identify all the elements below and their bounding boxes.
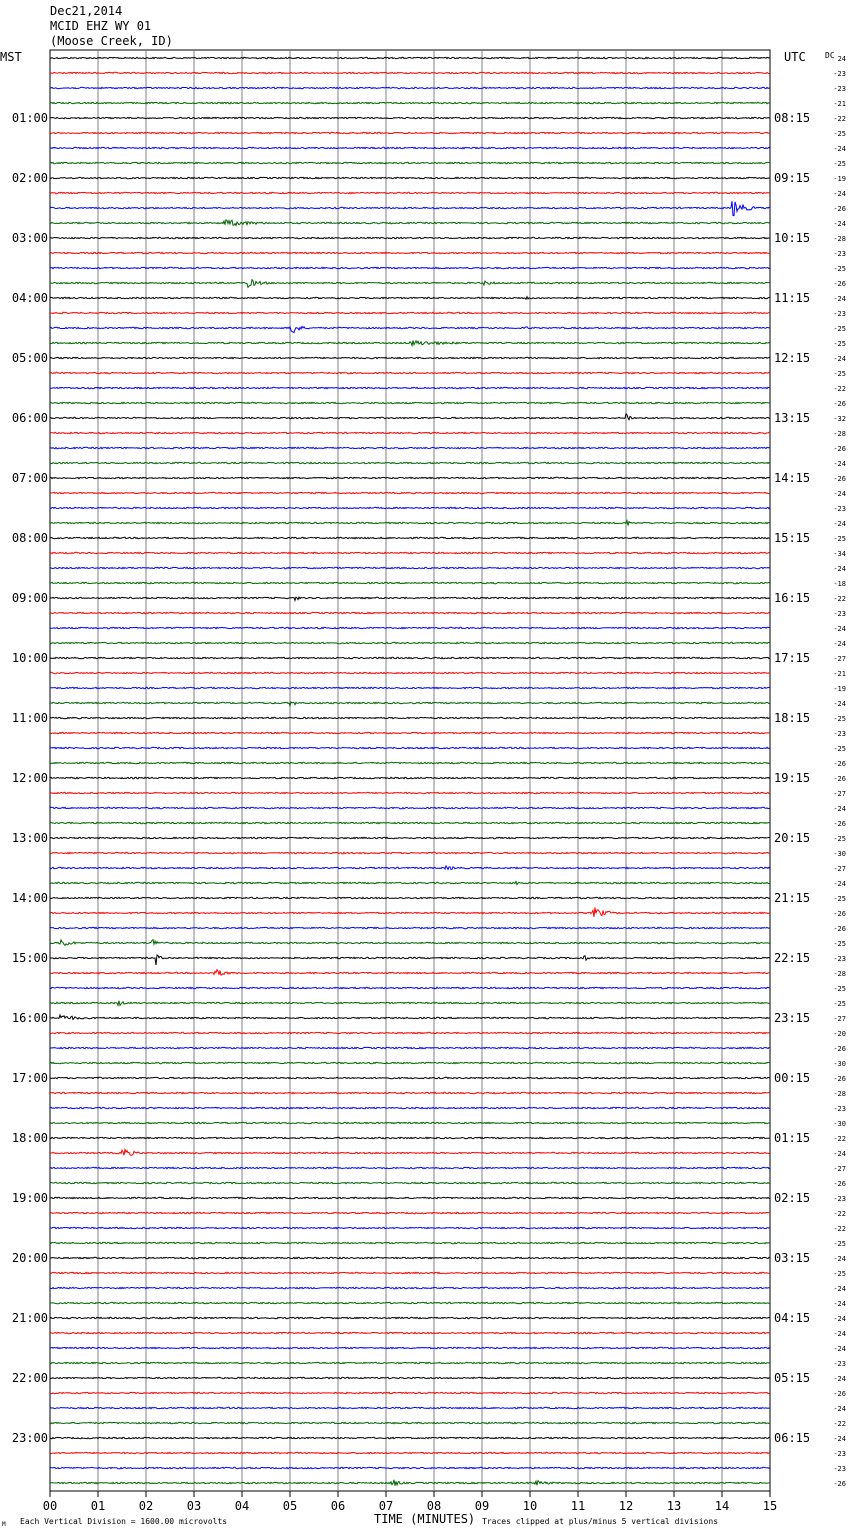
dc-offset-label: -25 bbox=[833, 895, 846, 903]
x-axis-label: TIME (MINUTES) bbox=[374, 1512, 476, 1526]
x-tick-label: 11 bbox=[570, 1499, 586, 1513]
mst-hour-label: 18:00 bbox=[11, 1131, 48, 1145]
dc-offset-label: -26 bbox=[833, 445, 846, 453]
utc-hour-label: 18:15 bbox=[774, 711, 811, 725]
x-tick-label: 06 bbox=[330, 1499, 346, 1513]
dc-offset-label: -24 bbox=[833, 1405, 846, 1413]
dc-offset-label: -26 bbox=[833, 400, 846, 408]
dc-offset-label: -22 bbox=[833, 595, 846, 603]
header-location: (Moose Creek, ID) bbox=[50, 34, 173, 48]
dc-offset-label: -26 bbox=[833, 1180, 846, 1188]
dc-offset-label: -28 bbox=[833, 1090, 846, 1098]
dc-offset-label: -24 bbox=[833, 190, 846, 198]
mst-hour-label: 10:00 bbox=[11, 651, 48, 665]
mst-hour-label: 14:00 bbox=[11, 891, 48, 905]
dc-offset-label: -24 bbox=[833, 1330, 846, 1338]
dc-offset-label: -27 bbox=[833, 1015, 846, 1023]
utc-hour-label: 16:15 bbox=[774, 591, 811, 605]
dc-offset-label: -25 bbox=[833, 985, 846, 993]
x-tick-label: 07 bbox=[378, 1499, 394, 1513]
utc-hour-label: 04:15 bbox=[774, 1311, 811, 1325]
dc-offset-label: -24 bbox=[833, 1435, 846, 1443]
dc-offset-label: -23 bbox=[833, 1195, 846, 1203]
dc-offset-label: -25 bbox=[833, 160, 846, 168]
dc-offset-label: -21 bbox=[833, 670, 846, 678]
dc-offset-label: -24 bbox=[833, 295, 846, 303]
x-tick-label: 00 bbox=[42, 1499, 58, 1513]
dc-offset-label: -23 bbox=[833, 1105, 846, 1113]
x-tick-label: 13 bbox=[666, 1499, 682, 1513]
footer-mark: M bbox=[2, 1521, 6, 1528]
x-tick-label: 01 bbox=[90, 1499, 106, 1513]
utc-hour-label: 08:15 bbox=[774, 111, 811, 125]
dc-offset-label: -25 bbox=[833, 265, 846, 273]
utc-hour-label: 23:15 bbox=[774, 1011, 811, 1025]
dc-offset-label: -27 bbox=[833, 790, 846, 798]
dc-offset-label: -23 bbox=[833, 610, 846, 618]
dc-offset-label: -26 bbox=[833, 925, 846, 933]
dc-offset-label: -22 bbox=[833, 1420, 846, 1428]
dc-offset-label: -26 bbox=[833, 910, 846, 918]
dc-offset-label: -24 bbox=[833, 460, 846, 468]
x-tick-label: 14 bbox=[714, 1499, 730, 1513]
mst-hour-label: 07:00 bbox=[11, 471, 48, 485]
dc-offset-label: -24 bbox=[833, 1255, 846, 1263]
dc-offset-label: -23 bbox=[833, 505, 846, 513]
dc-offset-label: -30 bbox=[833, 850, 846, 858]
mst-hour-label: 21:00 bbox=[11, 1311, 48, 1325]
dc-offset-label: -25 bbox=[833, 535, 846, 543]
dc-offset-label: -25 bbox=[833, 940, 846, 948]
utc-hour-label: 19:15 bbox=[774, 771, 811, 785]
dc-label: DC bbox=[825, 51, 835, 60]
dc-offset-label: -26 bbox=[833, 1045, 846, 1053]
dc-offset-label: -23 bbox=[833, 310, 846, 318]
x-tick-label: 15 bbox=[762, 1499, 778, 1513]
clip-note: Traces clipped at plus/minus 5 vertical divisions bbox=[482, 1517, 719, 1526]
dc-offset-label: -26 bbox=[833, 1480, 846, 1488]
dc-offset-label: -26 bbox=[833, 820, 846, 828]
dc-offset-label: -24 bbox=[833, 565, 846, 573]
dc-offset-label: -25 bbox=[833, 1240, 846, 1248]
x-tick-label: 05 bbox=[282, 1499, 298, 1513]
header-date: Dec21,2014 bbox=[50, 4, 123, 18]
dc-offset-label: -22 bbox=[833, 1210, 846, 1218]
x-tick-label: 10 bbox=[522, 1499, 538, 1513]
utc-hour-label: 00:15 bbox=[774, 1071, 811, 1085]
dc-offset-label: -34 bbox=[833, 550, 846, 558]
mst-hour-label: 04:00 bbox=[11, 291, 48, 305]
dc-offset-label: -23 bbox=[833, 955, 846, 963]
dc-offset-label: -19 bbox=[833, 175, 846, 183]
dc-offset-label: -28 bbox=[833, 430, 846, 438]
dc-offset-label: -24 bbox=[833, 1315, 846, 1323]
dc-offset-label: -22 bbox=[833, 1225, 846, 1233]
dc-offset-label: -25 bbox=[833, 1270, 846, 1278]
mst-axis-title: MST bbox=[0, 50, 22, 64]
x-tick-label: 09 bbox=[474, 1499, 490, 1513]
dc-offset-label: -28 bbox=[833, 235, 846, 243]
dc-offset-label: -24 bbox=[833, 355, 846, 363]
dc-offset-label: -24 bbox=[833, 625, 846, 633]
dc-offset-label: -18 bbox=[833, 580, 846, 588]
dc-offset-label: -23 bbox=[833, 1450, 846, 1458]
utc-hour-label: 10:15 bbox=[774, 231, 811, 245]
utc-hour-label: 22:15 bbox=[774, 951, 811, 965]
dc-offset-label: -24 bbox=[833, 1300, 846, 1308]
dc-offset-label: -23 bbox=[833, 1360, 846, 1368]
utc-axis-title: UTC bbox=[784, 50, 806, 64]
utc-hour-label: 09:15 bbox=[774, 171, 811, 185]
dc-offset-label: -26 bbox=[833, 1390, 846, 1398]
dc-offset-label: -24 bbox=[833, 640, 846, 648]
dc-offset-label: -21 bbox=[833, 100, 846, 108]
dc-offset-label: -24 bbox=[833, 1285, 846, 1293]
dc-offset-label: -30 bbox=[833, 1060, 846, 1068]
dc-offset-label: -24 bbox=[833, 145, 846, 153]
dc-offset-label: -22 bbox=[833, 385, 846, 393]
dc-offset-label: -24 bbox=[833, 1345, 846, 1353]
dc-offset-label: -20 bbox=[833, 1030, 846, 1038]
dc-offset-label: -26 bbox=[833, 280, 846, 288]
utc-hour-label: 06:15 bbox=[774, 1431, 811, 1445]
mst-hour-label: 12:00 bbox=[11, 771, 48, 785]
mst-hour-label: 22:00 bbox=[11, 1371, 48, 1385]
dc-offset-label: -27 bbox=[833, 1165, 846, 1173]
dc-offset-label: -30 bbox=[833, 1120, 846, 1128]
utc-hour-label: 12:15 bbox=[774, 351, 811, 365]
dc-offset-label: -27 bbox=[833, 865, 846, 873]
mst-hour-label: 11:00 bbox=[11, 711, 48, 725]
mst-hour-label: 23:00 bbox=[11, 1431, 48, 1445]
dc-offset-label: -25 bbox=[833, 835, 846, 843]
dc-offset-label: -26 bbox=[833, 205, 846, 213]
dc-offset-label: -25 bbox=[833, 715, 846, 723]
utc-hour-label: 20:15 bbox=[774, 831, 811, 845]
dc-offset-label: -25 bbox=[833, 325, 846, 333]
mst-hour-label: 15:00 bbox=[11, 951, 48, 965]
dc-offset-label: -22 bbox=[833, 1135, 846, 1143]
dc-offset-label: -25 bbox=[833, 130, 846, 138]
dc-offset-label: -24 bbox=[833, 490, 846, 498]
x-tick-label: 08 bbox=[426, 1499, 442, 1513]
dc-offset-label: -23 bbox=[833, 85, 846, 93]
dc-offset-label: -24 bbox=[833, 1150, 846, 1158]
utc-hour-label: 21:15 bbox=[774, 891, 811, 905]
scale-note: Each Vertical Division = 1600.00 microvolts bbox=[20, 1517, 228, 1526]
utc-hour-label: 05:15 bbox=[774, 1371, 811, 1385]
dc-offset-label: -26 bbox=[833, 475, 846, 483]
dc-offset-label: -23 bbox=[833, 730, 846, 738]
x-tick-label: 02 bbox=[138, 1499, 154, 1513]
dc-offset-label: 24 bbox=[837, 55, 846, 63]
utc-hour-label: 03:15 bbox=[774, 1251, 811, 1265]
mst-hour-label: 13:00 bbox=[11, 831, 48, 845]
dc-offset-label: -23 bbox=[833, 70, 846, 78]
mst-hour-label: 05:00 bbox=[11, 351, 48, 365]
utc-hour-label: 11:15 bbox=[774, 291, 811, 305]
utc-hour-label: 17:15 bbox=[774, 651, 811, 665]
utc-hour-label: 13:15 bbox=[774, 411, 811, 425]
dc-offset-label: -26 bbox=[833, 1075, 846, 1083]
mst-hour-label: 16:00 bbox=[11, 1011, 48, 1025]
dc-offset-label: -26 bbox=[833, 775, 846, 783]
mst-hour-label: 09:00 bbox=[11, 591, 48, 605]
dc-offset-label: -23 bbox=[833, 250, 846, 258]
dc-offset-label: -26 bbox=[833, 760, 846, 768]
dc-offset-label: -27 bbox=[833, 655, 846, 663]
dc-offset-label: -25 bbox=[833, 340, 846, 348]
dc-offset-label: -24 bbox=[833, 880, 846, 888]
utc-hour-label: 15:15 bbox=[774, 531, 811, 545]
dc-offset-label: -19 bbox=[833, 685, 846, 693]
dc-offset-label: -28 bbox=[833, 970, 846, 978]
dc-offset-label: -24 bbox=[833, 700, 846, 708]
dc-offset-label: -25 bbox=[833, 745, 846, 753]
dc-offset-label: -32 bbox=[833, 415, 846, 423]
dc-offset-label: -24 bbox=[833, 1375, 846, 1383]
dc-offset-label: -23 bbox=[833, 1465, 846, 1473]
dc-offset-label: -22 bbox=[833, 115, 846, 123]
mst-hour-label: 08:00 bbox=[11, 531, 48, 545]
mst-hour-label: 19:00 bbox=[11, 1191, 48, 1205]
header-station: MCID EHZ WY 01 bbox=[50, 19, 152, 33]
mst-hour-label: 20:00 bbox=[11, 1251, 48, 1265]
x-tick-label: 03 bbox=[186, 1499, 202, 1513]
utc-hour-label: 14:15 bbox=[774, 471, 811, 485]
dc-offset-label: -25 bbox=[833, 370, 846, 378]
mst-hour-label: 03:00 bbox=[11, 231, 48, 245]
dc-offset-label: -25 bbox=[833, 1000, 846, 1008]
dc-offset-label: -24 bbox=[833, 520, 846, 528]
x-tick-label: 04 bbox=[234, 1499, 250, 1513]
mst-hour-label: 02:00 bbox=[11, 171, 48, 185]
mst-hour-label: 17:00 bbox=[11, 1071, 48, 1085]
mst-hour-label: 06:00 bbox=[11, 411, 48, 425]
dc-offset-label: -24 bbox=[833, 220, 846, 228]
mst-hour-label: 01:00 bbox=[11, 111, 48, 125]
utc-hour-label: 01:15 bbox=[774, 1131, 811, 1145]
utc-hour-label: 02:15 bbox=[774, 1191, 811, 1205]
dc-offset-label: -24 bbox=[833, 805, 846, 813]
x-tick-label: 12 bbox=[618, 1499, 634, 1513]
